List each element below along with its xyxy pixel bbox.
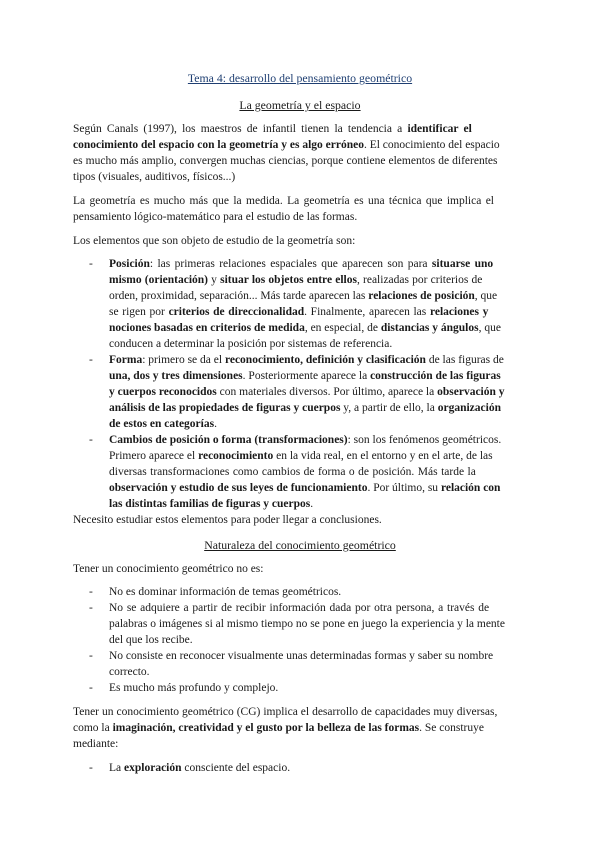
list-item: La exploración consciente del espacio. [109,762,291,774]
bullet-line: una, dos y tres dimensiones. Posteriormente aparece la construcción de las figuras [109,370,501,382]
bullet-line: conducen a determinar la posición por sistemas de referencia. [109,338,393,350]
paragraph-line: Tener un conocimiento geométrico no es: [73,563,264,575]
bullet-dash: - [89,354,93,366]
list-item: No se adquiere a partir de recibir información dada por otra persona, a través de [109,602,490,614]
paragraph-line: conocimiento del espacio con la geometría y es algo erróneo. El conocimiento del espacio [73,139,500,151]
list-item: No consiste en reconocer visualmente unas determinadas formas y saber su nombre [109,650,494,662]
paragraph-line: mediante: [73,738,119,750]
bullet-line: Posición: las primeras relaciones espaciales que aparecen son para situarse uno [109,258,494,270]
paragraph-line: Los elementos que son objeto de estudio de la geometría son: [73,235,356,247]
bullet-line: diversas transformaciones como cambios de forma o de posición. Más tarde la [109,466,476,478]
paragraph-line: tipos (visuales, auditivos, físicos...) [73,171,236,183]
bullet-line: de estos en categorías. [109,418,217,430]
list-item: correcto. [109,666,150,678]
bullet-line: se rigen por criterios de direccionalidad. Finalmente, aparecen las relaciones y [109,306,489,318]
bullet-dash: - [89,650,93,662]
list-item: palabras o imágenes si al mismo tiempo no se pone en juego la experiencia y la mente [109,618,505,630]
bullet-line: orden, proximidad, separación... Más tarde aparecen las relaciones de posición, que [109,290,498,302]
section-heading-naturaleza: Naturaleza del conocimiento geométrico [204,538,396,552]
paragraph-line: es mucho más amplio, convergen muchas ciencias, porque contiene elementos de diferentes [73,155,498,167]
bullet-dash: - [89,586,93,598]
bullet-line: mismo (orientación) y situar los objetos entre ellos, realizadas por criterios de [109,274,483,286]
paragraph-line: Según Canals (1997), los maestros de infantil tienen la tendencia a identificar el [73,123,472,135]
paragraph-line: como la imaginación, creatividad y el gusto por la belleza de las formas. Se construye [73,722,484,734]
list-item: del que los recibe. [109,634,193,646]
paragraph-line: Tener un conocimiento geométrico (CG) implica el desarrollo de capacidades muy diversas, [73,706,498,718]
page-title: Tema 4: desarrollo del pensamiento geométrico [187,71,413,85]
bullet-dash: - [89,258,93,270]
list-item: No es dominar información de temas geométricos. [109,586,342,598]
bullet-dash: - [89,762,93,774]
bullet-line: Forma: primero se da el reconocimiento, definición y clasificación de las figuras de [109,354,504,366]
bullet-dash: - [89,682,93,694]
bullet-line: Cambios de posición o forma (transformaciones): son los fenómenos geométricos. [109,434,502,446]
paragraph-line: La geometría es mucho más que la medida. La geometría es una técnica que implica el [73,195,495,207]
section-heading-geometria: La geometría y el espacio [239,98,361,112]
bullet-dash: - [89,602,93,614]
list-item: Es mucho más profundo y complejo. [109,682,279,694]
bullet-line: observación y estudio de sus leyes de funcionamiento. Por último, su relación con [109,482,501,494]
bullet-dash: - [89,434,93,446]
bullet-line: análisis de las propiedades de figuras y cuerpos y, a partir de ello, la organización [109,402,501,414]
paragraph-line: Necesito estudiar estos elementos para poder llegar a conclusiones. [73,514,382,526]
bullet-line: nociones basadas en criterios de medida, en especial, de distancias y ángulos, que [109,322,501,334]
bullet-line: Primero aparece el reconocimiento en la vida real, en el entorno y en el arte, de las [109,450,493,462]
bullet-line: y cuerpos reconocidos con materiales diversos. Por último, aparece la observación y [109,386,505,398]
paragraph-line: pensamiento lógico-matemático para el estudio de las formas. [73,211,358,223]
bullet-line: las distintas familias de figuras y cuerpos. [109,498,314,510]
